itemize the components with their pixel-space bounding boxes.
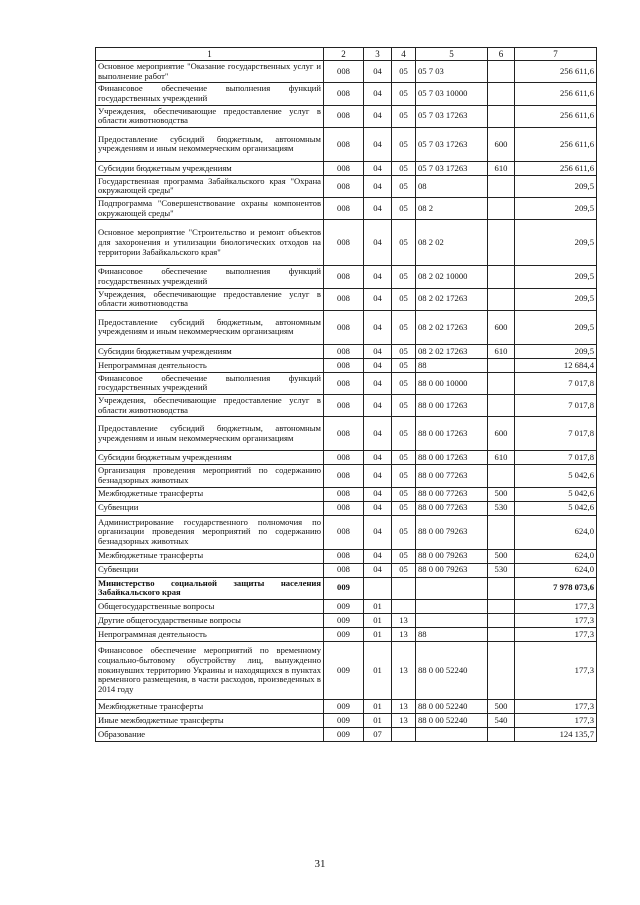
- row-code-subsection: 05: [392, 417, 416, 451]
- row-code-section: 01: [364, 627, 392, 641]
- row-code-subsection: 05: [392, 105, 416, 127]
- row-code-section: 04: [364, 451, 392, 465]
- row-amount: 5 042,6: [515, 501, 597, 515]
- row-code-expense-type: [488, 83, 515, 105]
- row-code-target: 08 2 02: [416, 220, 488, 266]
- row-code-expense-type: [488, 727, 515, 741]
- row-code-subsection: 13: [392, 641, 416, 699]
- row-code-target: 88 0 00 10000: [416, 372, 488, 394]
- table-row: [96, 175, 597, 197]
- row-code-expense-type: 610: [488, 451, 515, 465]
- row-code-section: 04: [364, 161, 392, 175]
- row-code-subsection: 05: [392, 515, 416, 549]
- row-code-ministry: 008: [324, 266, 364, 288]
- row-code-subsection: 05: [392, 372, 416, 394]
- row-code-ministry: 008: [324, 451, 364, 465]
- row-code-section: 04: [364, 175, 392, 197]
- row-code-target: [416, 727, 488, 741]
- row-code-target: 88: [416, 358, 488, 372]
- row-code-subsection: 05: [392, 344, 416, 358]
- row-amount: 209,5: [515, 220, 597, 266]
- row-code-ministry: 008: [324, 310, 364, 344]
- table-row: [96, 344, 597, 358]
- row-code-ministry: 008: [324, 395, 364, 417]
- row-code-target: [416, 613, 488, 627]
- row-amount: 209,5: [515, 175, 597, 197]
- row-code-section: 04: [364, 358, 392, 372]
- table-row: [96, 487, 597, 501]
- table-body: [96, 61, 597, 742]
- row-amount: 12 684,4: [515, 358, 597, 372]
- row-code-target: 88 0 00 77263: [416, 501, 488, 515]
- row-code-subsection: 05: [392, 487, 416, 501]
- row-amount: 7 017,8: [515, 417, 597, 451]
- row-name: Учреждения, обеспечивающие предоставление услуг в области животноводства: [96, 288, 324, 310]
- row-code-section: 04: [364, 465, 392, 487]
- header-col-5: 5: [416, 48, 488, 61]
- row-code-target: 08 2 02 17263: [416, 344, 488, 358]
- row-amount: 209,5: [515, 344, 597, 358]
- row-code-expense-type: [488, 358, 515, 372]
- row-code-target: 05 7 03: [416, 61, 488, 83]
- row-amount: 7 017,8: [515, 451, 597, 465]
- row-code-target: 88 0 00 17263: [416, 395, 488, 417]
- header-col-7: 7: [515, 48, 597, 61]
- row-code-subsection: 13: [392, 613, 416, 627]
- row-code-expense-type: 600: [488, 127, 515, 161]
- row-code-subsection: [392, 577, 416, 599]
- row-code-target: 05 7 03 17263: [416, 127, 488, 161]
- row-code-target: 88 0 00 17263: [416, 417, 488, 451]
- row-code-ministry: 008: [324, 220, 364, 266]
- row-name: Иные межбюджетные трансферты: [96, 713, 324, 727]
- header-row: [96, 48, 597, 61]
- row-name: Непрограммная деятельность: [96, 627, 324, 641]
- row-name: Основное мероприятие "Строительство и ремонт объектов для захоронения и утилизации биологических отходов на территории Забайкальского края": [96, 220, 324, 266]
- row-amount: 5 042,6: [515, 465, 597, 487]
- header-col-6: 6: [488, 48, 515, 61]
- table-row: [96, 358, 597, 372]
- row-code-section: 04: [364, 501, 392, 515]
- table-row: [96, 417, 597, 451]
- row-code-target: 88 0 00 77263: [416, 465, 488, 487]
- row-code-expense-type: [488, 266, 515, 288]
- row-code-expense-type: 600: [488, 417, 515, 451]
- table-row: [96, 161, 597, 175]
- row-amount: 7 017,8: [515, 372, 597, 394]
- table-row: [96, 627, 597, 641]
- header-col-4: 4: [392, 48, 416, 61]
- row-name: Учреждения, обеспечивающие предоставление услуг в области животноводства: [96, 105, 324, 127]
- row-name: Субвенции: [96, 563, 324, 577]
- row-name: Межбюджетные трансферты: [96, 487, 324, 501]
- table-row: [96, 465, 597, 487]
- row-code-target: 88 0 00 79263: [416, 563, 488, 577]
- row-code-ministry: 008: [324, 417, 364, 451]
- row-code-expense-type: 600: [488, 310, 515, 344]
- row-code-ministry: 008: [324, 372, 364, 394]
- row-code-expense-type: 500: [488, 487, 515, 501]
- table-row: [96, 372, 597, 394]
- row-code-ministry: 008: [324, 358, 364, 372]
- row-code-ministry: 008: [324, 344, 364, 358]
- row-code-section: 01: [364, 699, 392, 713]
- row-amount: 624,0: [515, 549, 597, 563]
- header-col-3: 3: [364, 48, 392, 61]
- row-code-section: 04: [364, 288, 392, 310]
- row-code-expense-type: 540: [488, 713, 515, 727]
- row-code-target: 08 2 02 17263: [416, 310, 488, 344]
- budget-table-page: [95, 47, 596, 742]
- row-code-ministry: 008: [324, 563, 364, 577]
- row-name: Субсидии бюджетным учреждениям: [96, 161, 324, 175]
- budget-table: [95, 47, 597, 742]
- row-amount: 124 135,7: [515, 727, 597, 741]
- table-row: [96, 198, 597, 220]
- row-code-section: 07: [364, 727, 392, 741]
- row-amount: 5 042,6: [515, 487, 597, 501]
- row-code-section: 01: [364, 641, 392, 699]
- row-code-target: 88 0 00 79263: [416, 549, 488, 563]
- row-name: Другие общегосударственные вопросы: [96, 613, 324, 627]
- table-row: [96, 613, 597, 627]
- row-code-section: 04: [364, 61, 392, 83]
- row-amount: 256 611,6: [515, 83, 597, 105]
- table-row: [96, 220, 597, 266]
- row-code-expense-type: [488, 198, 515, 220]
- row-code-target: 08 2 02 17263: [416, 288, 488, 310]
- row-code-target: 05 7 03 17263: [416, 105, 488, 127]
- row-code-target: 88 0 00 17263: [416, 451, 488, 465]
- row-code-expense-type: [488, 372, 515, 394]
- table-row: [96, 288, 597, 310]
- row-code-section: 04: [364, 487, 392, 501]
- row-code-subsection: 05: [392, 175, 416, 197]
- row-amount: 7 978 073,6: [515, 577, 597, 599]
- row-code-subsection: 05: [392, 266, 416, 288]
- row-code-subsection: 05: [392, 395, 416, 417]
- table-row: [96, 599, 597, 613]
- row-name: Общегосударственные вопросы: [96, 599, 324, 613]
- row-code-section: [364, 577, 392, 599]
- row-code-expense-type: 530: [488, 563, 515, 577]
- row-code-expense-type: [488, 577, 515, 599]
- table-row: [96, 451, 597, 465]
- row-code-target: [416, 599, 488, 613]
- row-code-ministry: 009: [324, 699, 364, 713]
- row-code-target: 88 0 00 79263: [416, 515, 488, 549]
- row-code-subsection: 05: [392, 549, 416, 563]
- row-code-subsection: 05: [392, 83, 416, 105]
- row-name: Основное мероприятие "Оказание государственных услуг и выполнение работ": [96, 61, 324, 83]
- row-code-subsection: 05: [392, 61, 416, 83]
- row-code-ministry: 009: [324, 627, 364, 641]
- row-amount: 177,3: [515, 641, 597, 699]
- row-amount: 209,5: [515, 288, 597, 310]
- row-name: Финансовое обеспечение мероприятий по временному социально-бытовому обустройству лиц, вынужденно покинувших территорию Украины и находящихся в пунктах временного размещения, в части расходов, произведенных в 2014 году: [96, 641, 324, 699]
- row-code-section: 04: [364, 344, 392, 358]
- row-code-expense-type: [488, 220, 515, 266]
- row-code-subsection: 05: [392, 563, 416, 577]
- table-row: [96, 310, 597, 344]
- row-code-expense-type: [488, 599, 515, 613]
- row-amount: 209,5: [515, 198, 597, 220]
- table-row: [96, 641, 597, 699]
- row-code-target: 88 0 00 52240: [416, 699, 488, 713]
- row-code-subsection: 05: [392, 358, 416, 372]
- row-code-expense-type: [488, 395, 515, 417]
- row-code-target: 08 2 02 10000: [416, 266, 488, 288]
- row-code-expense-type: 610: [488, 161, 515, 175]
- table-row: [96, 501, 597, 515]
- row-code-subsection: 05: [392, 451, 416, 465]
- row-code-ministry: 008: [324, 515, 364, 549]
- row-name: Непрограммная деятельность: [96, 358, 324, 372]
- row-code-expense-type: [488, 465, 515, 487]
- row-code-ministry: 009: [324, 577, 364, 599]
- row-code-section: 01: [364, 713, 392, 727]
- row-code-section: 04: [364, 310, 392, 344]
- row-code-target: 08: [416, 175, 488, 197]
- row-name: Субсидии бюджетным учреждениям: [96, 451, 324, 465]
- row-name: Министерство социальной защиты населения Забайкальского края: [96, 577, 324, 599]
- row-code-section: 04: [364, 372, 392, 394]
- row-code-target: 88: [416, 627, 488, 641]
- row-code-ministry: 009: [324, 599, 364, 613]
- row-code-subsection: 05: [392, 288, 416, 310]
- row-amount: 177,3: [515, 713, 597, 727]
- row-code-section: 04: [364, 198, 392, 220]
- row-amount: 256 611,6: [515, 127, 597, 161]
- row-code-subsection: 13: [392, 627, 416, 641]
- row-code-section: 01: [364, 599, 392, 613]
- row-amount: 177,3: [515, 699, 597, 713]
- row-code-ministry: 009: [324, 641, 364, 699]
- row-name: Подпрограмма "Совершенствование охраны компонентов окружающей среды": [96, 198, 324, 220]
- table-row: [96, 395, 597, 417]
- table-row: [96, 83, 597, 105]
- row-name: Предоставление субсидий бюджетным, автономным учреждениям и иным некоммерческим организациям: [96, 310, 324, 344]
- row-code-expense-type: [488, 515, 515, 549]
- row-name: Финансовое обеспечение выполнения функций государственных учреждений: [96, 266, 324, 288]
- row-code-expense-type: 610: [488, 344, 515, 358]
- row-code-expense-type: 500: [488, 699, 515, 713]
- row-code-section: 04: [364, 395, 392, 417]
- row-name: Финансовое обеспечение выполнения функций государственных учреждений: [96, 372, 324, 394]
- row-code-ministry: 009: [324, 613, 364, 627]
- row-code-ministry: 008: [324, 487, 364, 501]
- row-code-section: 04: [364, 563, 392, 577]
- row-name: Образование: [96, 727, 324, 741]
- row-code-subsection: [392, 727, 416, 741]
- row-code-ministry: 008: [324, 83, 364, 105]
- row-code-expense-type: [488, 613, 515, 627]
- row-name: Субвенции: [96, 501, 324, 515]
- row-code-subsection: 05: [392, 198, 416, 220]
- row-code-subsection: 05: [392, 501, 416, 515]
- row-code-section: 04: [364, 515, 392, 549]
- row-code-section: 04: [364, 220, 392, 266]
- table-row: [96, 515, 597, 549]
- row-code-target: [416, 577, 488, 599]
- row-code-section: 01: [364, 613, 392, 627]
- row-code-section: 04: [364, 83, 392, 105]
- row-code-ministry: 008: [324, 501, 364, 515]
- row-name: Организация проведения мероприятий по содержанию безнадзорных животных: [96, 465, 324, 487]
- row-code-ministry: 009: [324, 713, 364, 727]
- row-amount: 624,0: [515, 515, 597, 549]
- row-code-target: 88 0 00 77263: [416, 487, 488, 501]
- row-code-subsection: 13: [392, 713, 416, 727]
- table-row: [96, 127, 597, 161]
- row-code-ministry: 008: [324, 175, 364, 197]
- row-code-expense-type: [488, 288, 515, 310]
- row-code-subsection: 05: [392, 220, 416, 266]
- page-number: 31: [314, 858, 326, 870]
- row-amount: 209,5: [515, 266, 597, 288]
- row-amount: 177,3: [515, 627, 597, 641]
- row-code-ministry: 008: [324, 465, 364, 487]
- row-name: Субсидии бюджетным учреждениям: [96, 344, 324, 358]
- row-amount: 177,3: [515, 599, 597, 613]
- header-col-2: 2: [324, 48, 364, 61]
- row-name: Администрирование государственного полномочия по организации проведения мероприятий по содержанию безнадзорных животных: [96, 515, 324, 549]
- row-code-section: 04: [364, 105, 392, 127]
- row-code-ministry: 008: [324, 198, 364, 220]
- row-code-ministry: 008: [324, 105, 364, 127]
- row-code-target: 05 7 03 10000: [416, 83, 488, 105]
- row-code-expense-type: [488, 641, 515, 699]
- row-amount: 177,3: [515, 613, 597, 627]
- row-code-ministry: 008: [324, 161, 364, 175]
- row-name: Учреждения, обеспечивающие предоставление услуг в области животноводства: [96, 395, 324, 417]
- table-row: [96, 61, 597, 83]
- row-code-subsection: 05: [392, 310, 416, 344]
- row-name: Предоставление субсидий бюджетным, автономным учреждениям и иным некоммерческим организациям: [96, 127, 324, 161]
- row-name: Межбюджетные трансферты: [96, 699, 324, 713]
- table-row: [96, 563, 597, 577]
- row-code-subsection: 05: [392, 127, 416, 161]
- row-code-target: 05 7 03 17263: [416, 161, 488, 175]
- table-row: [96, 549, 597, 563]
- row-amount: 7 017,8: [515, 395, 597, 417]
- row-code-section: 04: [364, 266, 392, 288]
- row-code-expense-type: [488, 61, 515, 83]
- table-row: [96, 699, 597, 713]
- row-name: Межбюджетные трансферты: [96, 549, 324, 563]
- table-row: [96, 577, 597, 599]
- header-col-1: 1: [96, 48, 324, 61]
- row-code-section: 04: [364, 549, 392, 563]
- row-code-expense-type: [488, 105, 515, 127]
- table-row: [96, 727, 597, 741]
- row-name: Государственная программа Забайкальского края "Охрана окружающей среды": [96, 175, 324, 197]
- row-code-expense-type: 500: [488, 549, 515, 563]
- row-amount: 256 611,6: [515, 161, 597, 175]
- row-name: Предоставление субсидий бюджетным, автономным учреждениям и иным некоммерческим организациям: [96, 417, 324, 451]
- row-code-ministry: 009: [324, 727, 364, 741]
- row-code-expense-type: 530: [488, 501, 515, 515]
- row-code-subsection: [392, 599, 416, 613]
- row-amount: 256 611,6: [515, 61, 597, 83]
- row-code-target: 88 0 00 52240: [416, 713, 488, 727]
- row-amount: 624,0: [515, 563, 597, 577]
- row-code-target: 88 0 00 52240: [416, 641, 488, 699]
- table-row: [96, 105, 597, 127]
- row-code-ministry: 008: [324, 288, 364, 310]
- row-code-subsection: 13: [392, 699, 416, 713]
- row-code-subsection: 05: [392, 161, 416, 175]
- row-code-ministry: 008: [324, 127, 364, 161]
- row-code-ministry: 008: [324, 549, 364, 563]
- row-code-expense-type: [488, 627, 515, 641]
- row-code-ministry: 008: [324, 61, 364, 83]
- row-code-section: 04: [364, 417, 392, 451]
- row-code-subsection: 05: [392, 465, 416, 487]
- row-code-expense-type: [488, 175, 515, 197]
- table-row: [96, 713, 597, 727]
- row-code-section: 04: [364, 127, 392, 161]
- row-name: Финансовое обеспечение выполнения функций государственных учреждений: [96, 83, 324, 105]
- row-amount: 256 611,6: [515, 105, 597, 127]
- row-code-target: 08 2: [416, 198, 488, 220]
- row-amount: 209,5: [515, 310, 597, 344]
- table-row: [96, 266, 597, 288]
